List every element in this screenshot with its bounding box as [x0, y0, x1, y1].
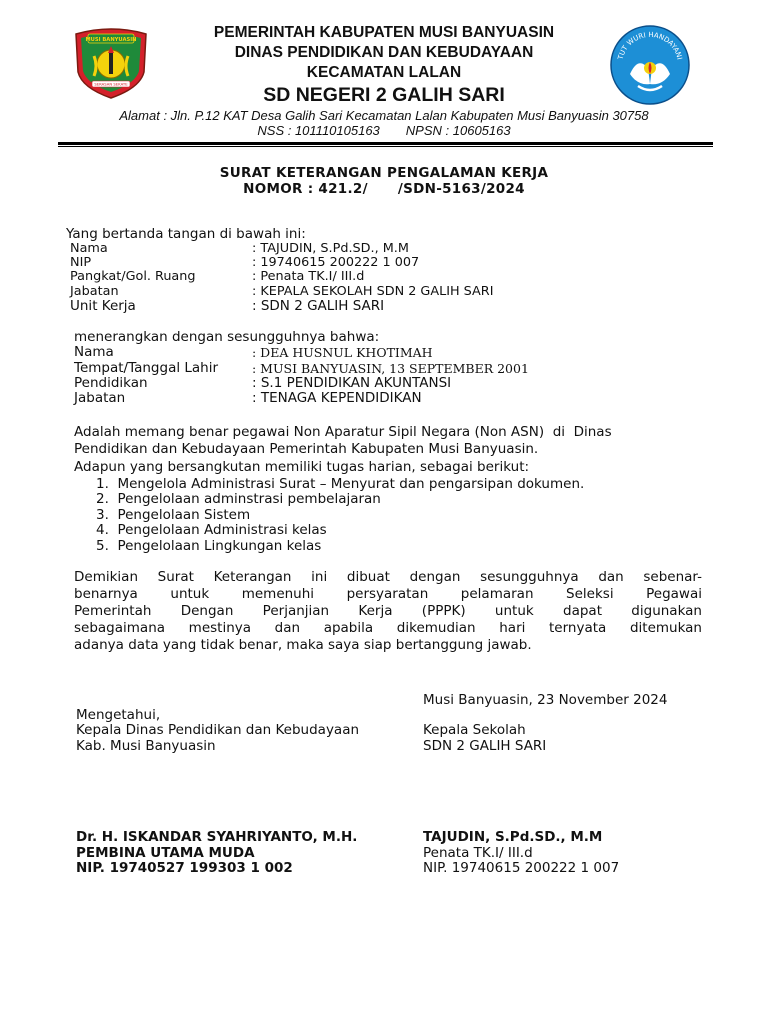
subject-position-value: : TENAGA KEPENDIDIKAN	[252, 390, 422, 406]
closing-line: benarnya untuk memenuhi persyaratan pelamaran Seleksi Pegawai	[74, 586, 702, 602]
left-signatory-nip: NIP. 19740527 199303 1 002	[76, 860, 293, 876]
signer-position-value: : KEPALA SEKOLAH SDN 2 GALIH SARI	[252, 284, 494, 299]
paragraph-employment-line1: Adalah memang benar pegawai Non Aparatur Sipil Negara (Non ASN) di Dinas	[74, 424, 612, 440]
signer-nip-value: : 19740615 200222 1 007	[252, 255, 420, 270]
signer-nip-label: NIP	[70, 255, 92, 270]
signer-position-label: Jabatan	[70, 284, 119, 299]
subject-birth-value: : MUSI BANYUASIN, 13 SEPTEMBER 2001	[252, 361, 529, 376]
right-signatory-name: TAJUDIN, S.Pd.SD., M.M	[423, 829, 603, 845]
subject-education-label: Pendidikan	[74, 375, 148, 391]
paragraph-employment-line2: Pendidikan dan Kebudayaan Pemerintah Kabupaten Musi Banyuasin.	[74, 441, 539, 457]
closing-line: sebagaimana mestinya dan apabila dikemudian hari ternyata ditemukan	[74, 620, 702, 636]
tut-wuri-motto-text: TUT WURI HANDAYANI	[616, 30, 684, 61]
header-address: Alamat : Jln. P.12 KAT Desa Galih Sari Kecamatan Lalan Kabupaten Musi Banyuasin 30758	[119, 108, 649, 123]
left-sign-office: Kab. Musi Banyuasin	[76, 738, 216, 754]
right-signatory-rank: Penata TK.I/ III.d	[423, 845, 533, 861]
subject-name-label: Nama	[74, 344, 114, 360]
header-npsn: NPSN : 10605163	[405, 123, 511, 138]
subject-position-label: Jabatan	[74, 390, 126, 406]
signer-unit-label: Unit Kerja	[70, 298, 136, 314]
signer-unit-value: : SDN 2 GALIH SARI	[252, 298, 385, 314]
letter-number: NOMOR : 421.2/ /SDN-5163/2024	[243, 181, 525, 197]
header-district: KECAMATAN LALAN	[306, 64, 462, 81]
closing-line: Demikian Surat Keterangan ini dibuat dengan sesungguhnya dan sebenar-	[74, 569, 702, 585]
regency-logo-motto-text: SERASAN SEKATE	[94, 81, 128, 87]
left-sign-title: Kepala Dinas Pendidikan dan Kebudayaan	[76, 722, 360, 738]
closing-line: Pemerintah Dengan Perjanjian Kerja (PPPK) untuk dapat digunakan	[74, 603, 702, 619]
subject-birth-label: Tempat/Tanggal Lahir	[74, 360, 219, 376]
paragraph-duties-intro: Adapun yang bersangkutan memiliki tugas harian, sebagai berikut:	[74, 459, 530, 475]
subject-name-value: : DEA HUSNUL KHOTIMAH	[252, 345, 433, 360]
header-department: DINAS PENDIDIKAN DAN KEBUDAYAAN	[234, 44, 534, 61]
signer-name-value: : TAJUDIN, S.Pd.SD., M.M	[252, 241, 409, 256]
task-item: 2. Pengelolaan adminstrasi pembelajaran	[96, 491, 381, 507]
left-sign-acknowledged: Mengetahui,	[76, 707, 161, 723]
letterhead-rule-thin	[58, 146, 713, 147]
letter-title: SURAT KETERANGAN PENGALAMAN KERJA	[219, 165, 549, 181]
header-school-name: SD NEGERI 2 GALIH SARI	[263, 84, 505, 106]
regency-logo-banner-text: MUSI BANYUASIN	[85, 37, 137, 43]
task-item: 5. Pengelolaan Lingkungan kelas	[96, 538, 322, 554]
left-signatory-rank: PEMBINA UTAMA MUDA	[76, 845, 255, 861]
signer-name-label: Nama	[70, 241, 108, 256]
letterhead-rule-thick	[58, 142, 713, 145]
place-date: Musi Banyuasin, 23 November 2024	[423, 692, 668, 708]
task-item: 1. Mengelola Administrasi Surat – Menyurat dan pengarsipan dokumen.	[96, 476, 585, 492]
right-signatory-nip: NIP. 19740615 200222 1 007	[423, 860, 620, 876]
header-government: PEMERINTAH KABUPATEN MUSI BANYUASIN	[213, 24, 555, 41]
statement-text: menerangkan dengan sesungguhnya bahwa:	[74, 329, 380, 345]
right-sign-office: SDN 2 GALIH SARI	[423, 738, 547, 754]
task-item: 3. Pengelolaan Sistem	[96, 507, 251, 523]
closing-paragraph	[74, 569, 702, 654]
subject-education-value: : S.1 PENDIDIKAN AKUNTANSI	[252, 375, 452, 391]
header-nss: NSS : 101110105163	[257, 123, 380, 138]
intro-text: Yang bertanda tangan di bawah ini:	[66, 226, 306, 242]
task-item: 4. Pengelolaan Administrasi kelas	[96, 522, 327, 538]
signer-rank-value: : Penata TK.I/ III.d	[252, 269, 365, 284]
closing-line: adanya data yang tidak benar, maka saya siap bertanggung jawab.	[74, 637, 532, 653]
right-sign-title: Kepala Sekolah	[423, 722, 526, 738]
signer-rank-label: Pangkat/Gol. Ruang	[70, 269, 196, 284]
left-signatory-name: Dr. H. ISKANDAR SYAHRIYANTO, M.H.	[76, 829, 358, 845]
header-school-ids	[0, 123, 768, 138]
